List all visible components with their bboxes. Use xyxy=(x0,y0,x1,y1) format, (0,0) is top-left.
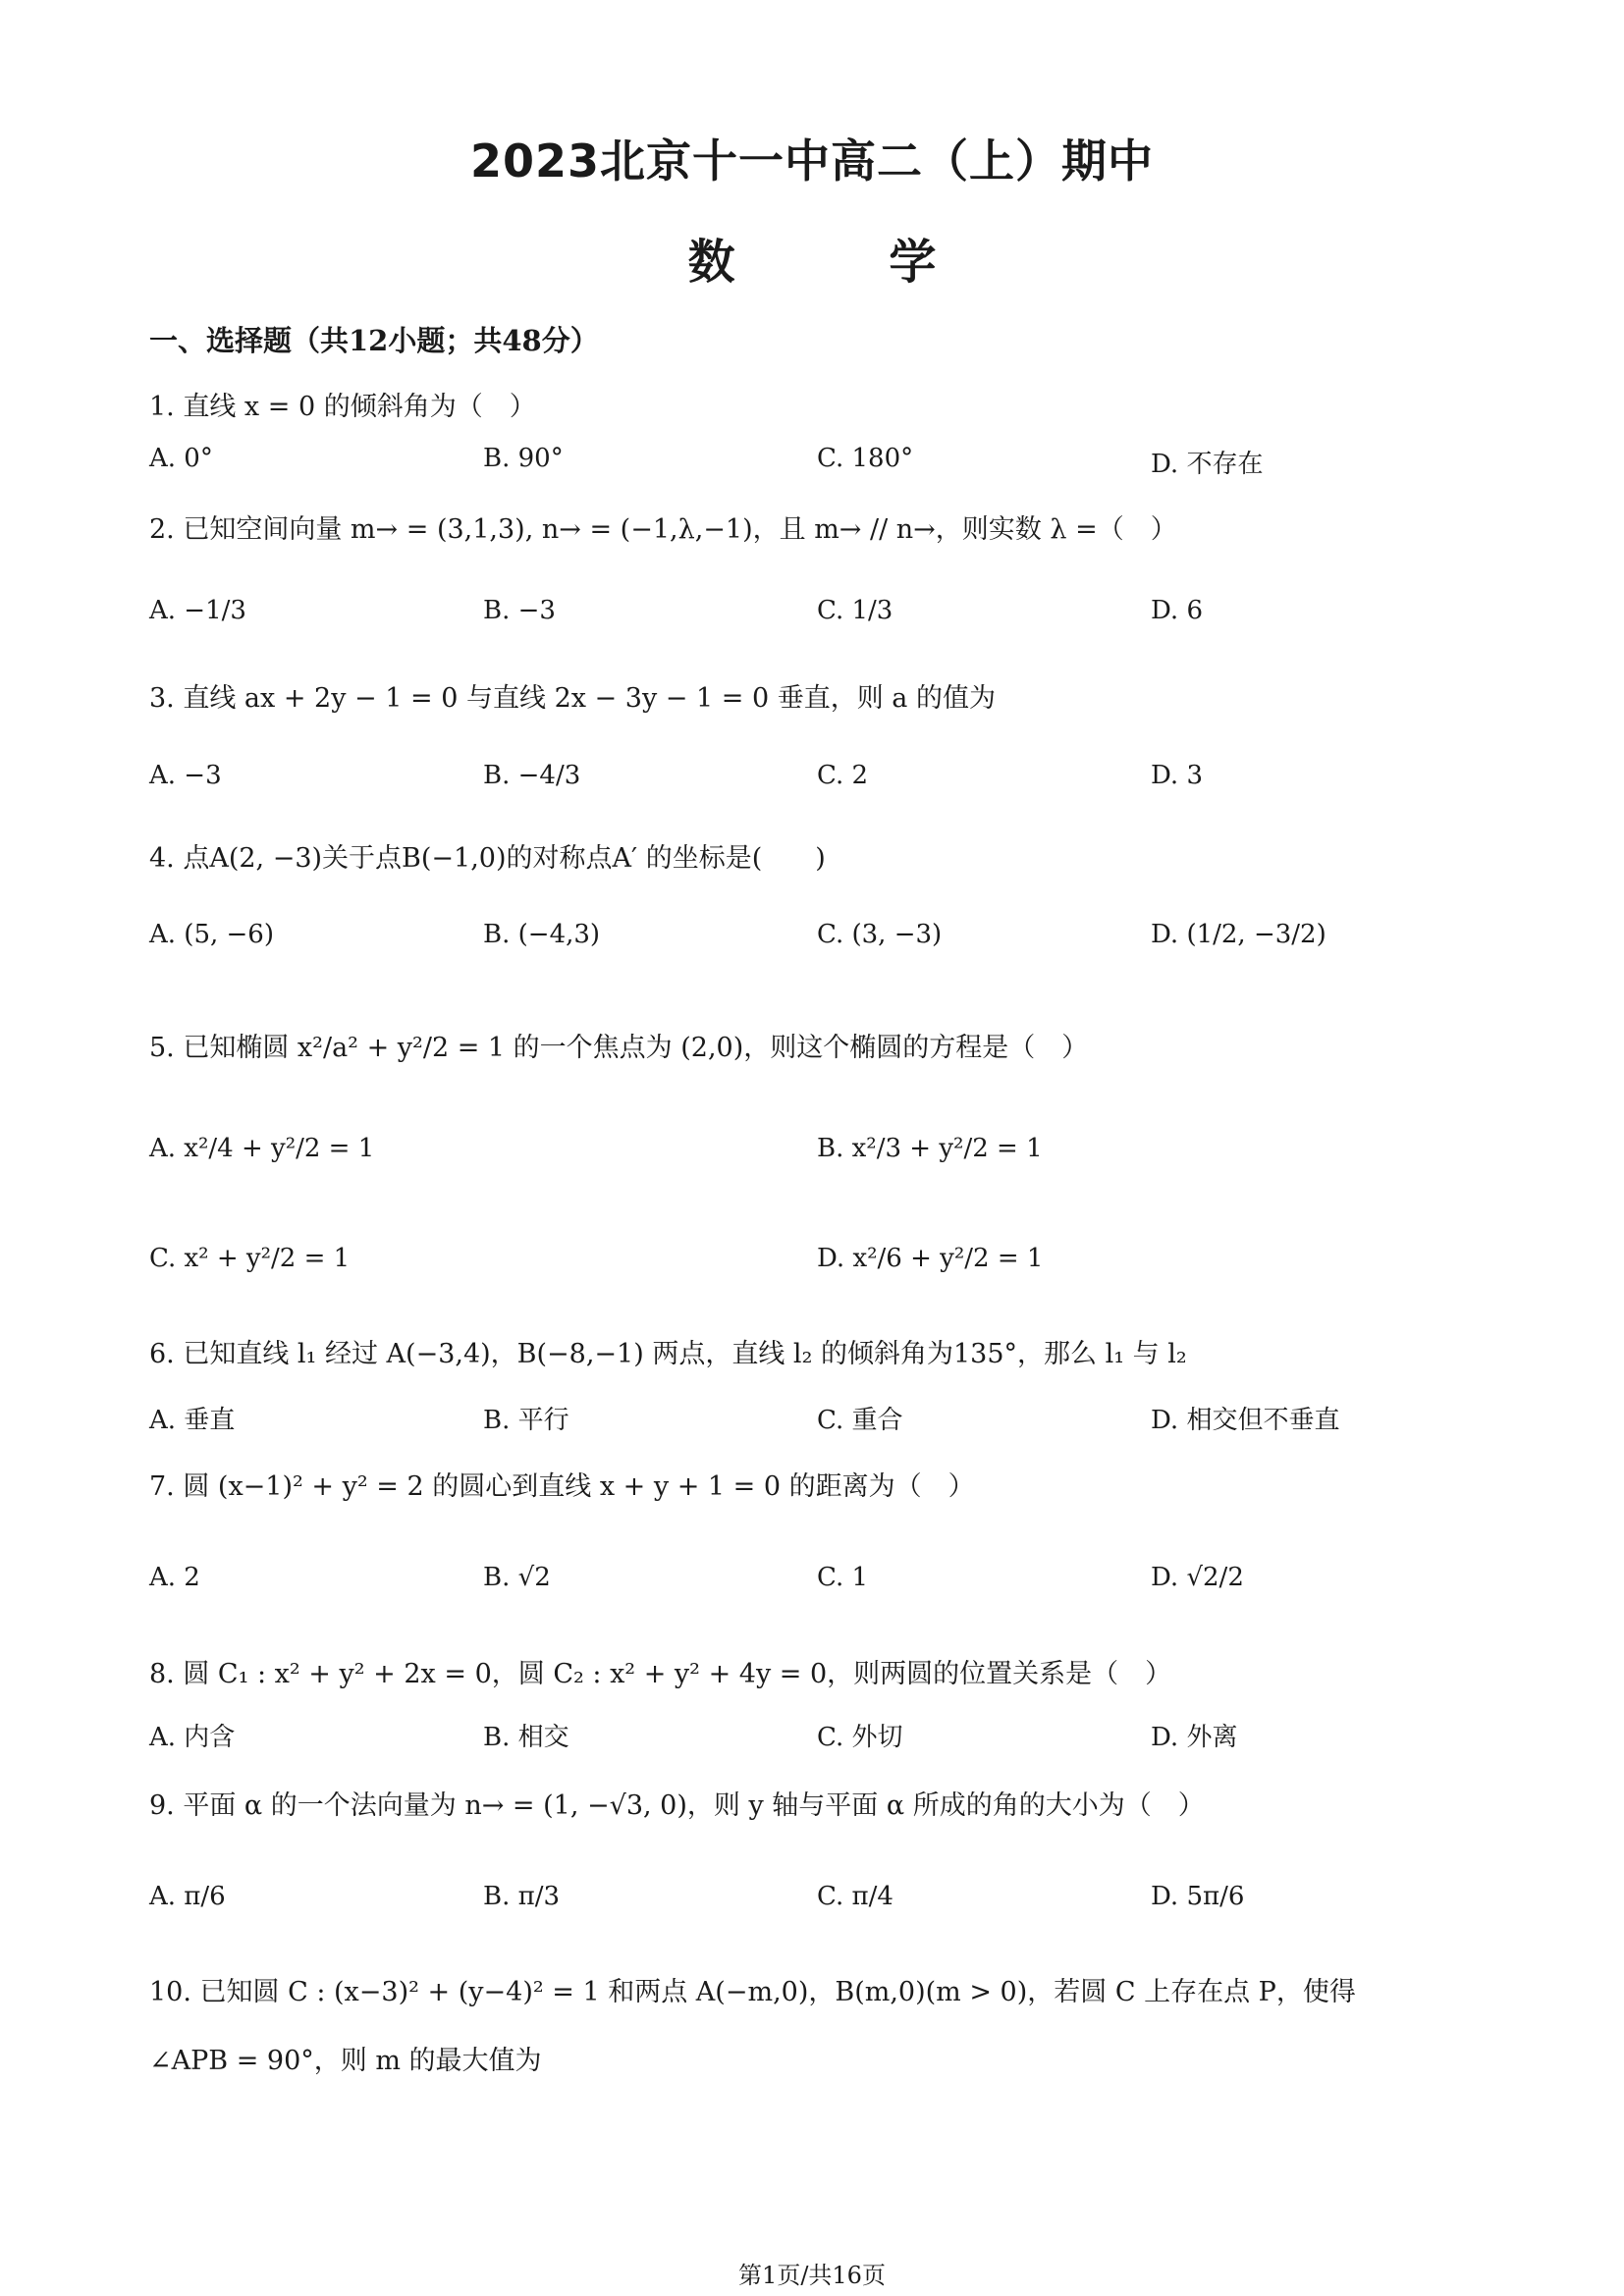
q6-option-d: D. 相交但不垂直 xyxy=(1151,1406,1340,1435)
q8-option-b: B. 相交 xyxy=(483,1723,569,1752)
question-5-stem: 5. 已知椭圆 x²/a² + y²/2 = 1 的一个焦点为 (2,0)，则这个椭圆的方程是（ ） xyxy=(149,1033,1089,1063)
q3-option-a: A. −3 xyxy=(149,761,222,790)
subject-title: 数 学 xyxy=(687,235,1005,290)
q2-option-d: D. 6 xyxy=(1151,596,1203,625)
q5-option-d: D. x²/6 + y²/2 = 1 xyxy=(817,1244,1044,1273)
question-9-stem: 9. 平面 α 的一个法向量为 n→ = (1, −√3, 0)，则 y 轴与平面 α 所成的角的大小为（ ） xyxy=(149,1790,1205,1821)
q2-option-b: B. −3 xyxy=(483,596,556,625)
q6-option-c: C. 重合 xyxy=(817,1406,903,1435)
q5-option-c: C. x² + y²/2 = 1 xyxy=(149,1244,351,1273)
q9-option-d: D. 5π/6 xyxy=(1151,1882,1245,1911)
q9-option-a: A. π/6 xyxy=(149,1882,226,1911)
q6-option-b: B. 平行 xyxy=(483,1406,569,1435)
q7-option-a: A. 2 xyxy=(149,1563,200,1592)
q9-option-c: C. π/4 xyxy=(817,1882,893,1911)
q5-option-b: B. x²/3 + y²/2 = 1 xyxy=(817,1134,1043,1163)
question-6-stem: 6. 已知直线 l₁ 经过 A(−3,4)，B(−8,−1) 两点，直线 l₂ 的倾斜角为135°，那么 l₁ 与 l₂ xyxy=(149,1339,1187,1369)
q8-option-a: A. 内含 xyxy=(149,1723,236,1752)
q4-option-b: B. (−4,3) xyxy=(483,920,601,949)
question-10-stem: 10. 已知圆 C : (x−3)² + (y−4)² = 1 和两点 A(−m,0)，B(m,0)(m > 0)，若圆 C 上存在点 P，使得 xyxy=(149,1977,1356,2007)
q2-option-c: C. 1/3 xyxy=(817,596,893,625)
question-1-stem: 1. 直线 x = 0 的倾斜角为（ ） xyxy=(149,392,536,422)
question-10-stem-continued: ∠APB = 90°，则 m 的最大值为 xyxy=(149,2046,542,2076)
q1-option-c: C. 180° xyxy=(817,444,914,473)
q3-option-c: C. 2 xyxy=(817,761,869,790)
q2-option-a: A. −1/3 xyxy=(149,596,246,625)
q1-option-b: B. 90° xyxy=(483,444,564,473)
q3-option-b: B. −4/3 xyxy=(483,761,581,790)
q6-option-a: A. 垂直 xyxy=(149,1406,236,1435)
question-8-stem: 8. 圆 C₁ : x² + y² + 2x = 0，圆 C₂ : x² + y² + 4y = 0，则两圆的位置关系是（ ） xyxy=(149,1659,1172,1689)
question-4-stem: 4. 点A(2, −3)关于点B(−1,0)的对称点A′ 的坐标是( ) xyxy=(149,843,826,874)
q5-option-a: A. x²/4 + y²/2 = 1 xyxy=(149,1134,375,1163)
q9-option-b: B. π/3 xyxy=(483,1882,561,1911)
q1-option-d: D. 不存在 xyxy=(1151,450,1264,479)
page-footer: 第1页/共16页 xyxy=(738,2262,886,2289)
q7-option-c: C. 1 xyxy=(817,1563,869,1592)
q1-option-a: A. 0° xyxy=(149,444,213,473)
section-heading: 一、选择题（共12小题；共48分） xyxy=(149,324,599,357)
q4-option-a: A. (5, −6) xyxy=(149,920,274,949)
q8-option-d: D. 外离 xyxy=(1151,1723,1238,1752)
question-3-stem: 3. 直线 ax + 2y − 1 = 0 与直线 2x − 3y − 1 = 0 垂直，则 a 的值为 xyxy=(149,683,996,714)
q4-option-c: C. (3, −3) xyxy=(817,920,943,949)
q7-option-d: D. √2/2 xyxy=(1151,1563,1244,1592)
q4-option-d: D. (1/2, −3/2) xyxy=(1151,920,1326,949)
q8-option-c: C. 外切 xyxy=(817,1723,903,1752)
page-title: 2023北京十一中高二（上）期中 xyxy=(469,134,1155,187)
question-7-stem: 7. 圆 (x−1)² + y² = 2 的圆心到直线 x + y + 1 = 0 的距离为（ ） xyxy=(149,1471,975,1502)
q7-option-b: B. √2 xyxy=(483,1563,551,1592)
question-2-stem: 2. 已知空间向量 m→ = (3,1,3), n→ = (−1,λ,−1)，且 m→ // n→，则实数 λ =（ ） xyxy=(149,514,1177,545)
q3-option-d: D. 3 xyxy=(1151,761,1203,790)
